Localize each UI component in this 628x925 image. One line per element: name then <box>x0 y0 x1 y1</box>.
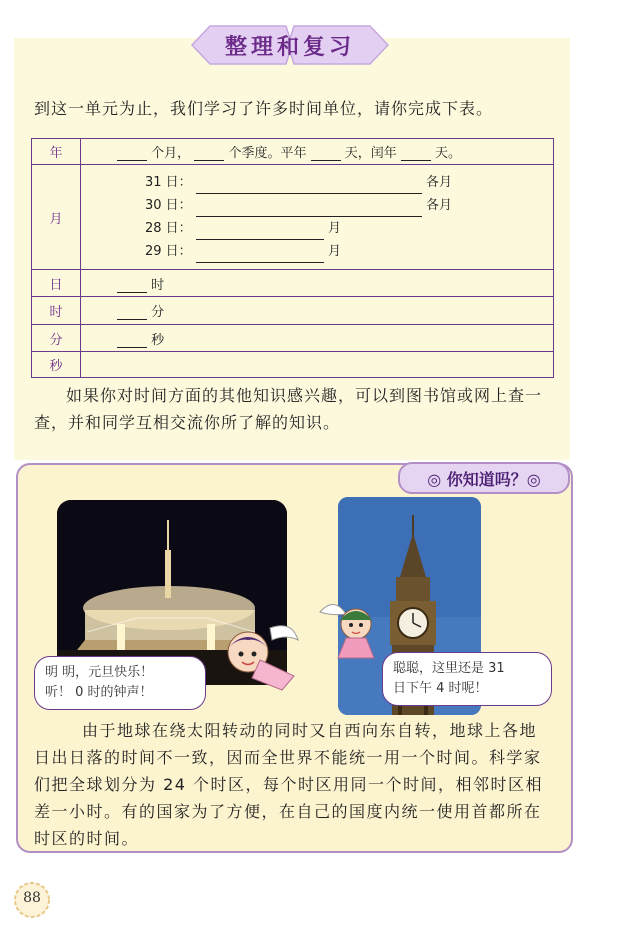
blank-30-day-months[interactable] <box>196 203 422 217</box>
year-cell <box>81 139 554 165</box>
blank-months[interactable] <box>117 147 147 161</box>
table-row-year <box>32 139 554 165</box>
blank-31-day-months[interactable] <box>196 180 422 194</box>
hour-cell <box>81 297 554 325</box>
month-line-30-prefix: 30 日： <box>145 198 192 213</box>
unit-minute: 分 <box>32 325 81 352</box>
blank-quarters[interactable] <box>194 147 224 161</box>
hour-suffix: 分 <box>151 305 165 320</box>
unit-day: 日 <box>32 270 81 297</box>
month-line-30 <box>81 194 553 217</box>
unit-second: 秒 <box>32 352 81 378</box>
day-suffix: 时 <box>151 277 165 293</box>
year-text-1: 个月， <box>151 146 191 161</box>
unit-year: 年 <box>32 139 81 165</box>
second-cell <box>81 352 554 378</box>
year-text-2: 个季度。平年 <box>228 146 307 161</box>
blank-29-day-month[interactable] <box>196 249 324 263</box>
speech-bubble-right <box>382 652 552 706</box>
month-line-28 <box>81 217 553 240</box>
blank-common-year-days[interactable] <box>311 147 341 161</box>
month-line-31-prefix: 31 日： <box>145 175 192 190</box>
page-title: 整理和复习 <box>224 35 355 60</box>
minute-suffix: 秒 <box>151 332 165 348</box>
month-line-28-suffix: 月 <box>327 221 341 236</box>
blank-leap-year-days[interactable] <box>401 147 431 161</box>
month-line-29-prefix: 29 日： <box>145 244 192 259</box>
blank-hour-minutes[interactable] <box>117 306 147 320</box>
did-you-know-label: ◎ 你知道吗？◎ <box>427 470 541 489</box>
blank-day-hours[interactable] <box>117 279 147 293</box>
cartoon-boy-icon <box>212 620 302 700</box>
bubble-right-line-2: 日下午 4 时呢！ <box>393 681 488 696</box>
blank-minute-seconds[interactable] <box>117 334 147 348</box>
paragraph-explore: 如果你对时间方面的其他知识感兴趣，可以到图书馆或网上查一查，并和同学互相交流你所了解的知识。 <box>34 386 543 432</box>
table-row-second <box>32 352 554 378</box>
page-number: 88 <box>23 890 41 906</box>
cartoon-girl-icon <box>316 594 394 664</box>
month-line-30-suffix: 各月 <box>425 198 452 213</box>
day-cell <box>81 270 554 297</box>
month-line-31 <box>81 171 553 194</box>
table-row-month <box>32 165 554 270</box>
minute-cell <box>81 325 554 352</box>
table-row-minute <box>32 325 554 352</box>
month-cell <box>81 165 554 270</box>
unit-month: 月 <box>32 165 81 270</box>
blank-28-day-month[interactable] <box>196 226 324 240</box>
month-line-31-suffix: 各月 <box>425 175 452 190</box>
year-text-3: 天，闰年 <box>344 146 397 161</box>
page-number-badge <box>12 880 52 920</box>
month-line-29 <box>81 240 553 263</box>
month-line-28-prefix: 28 日： <box>145 221 192 236</box>
table-row-day <box>32 270 554 297</box>
time-zone-paragraph: 由于地球在绕太阳转动的同时又自西向东自转，地球上各地日出日落的时间不一致，因而全世界不能统一用一个时间。科学家们把全球划分为 24 个时区，每个时区用同一个时间，相邻时区相差一小时。有的国家为了方便，在自己的国度内统一使用首都所在时区的时间。 <box>34 721 544 848</box>
bubble-right-line-1: 聪聪，这里还是 31 <box>393 661 505 676</box>
year-text-4: 天。 <box>435 146 462 161</box>
did-you-know-tag <box>398 462 570 494</box>
time-units-table <box>31 138 554 378</box>
bubble-left-line-2: 听！ 0 时的钟声！ <box>45 685 153 700</box>
bubble-left-line-1: 明 明，元旦快乐！ <box>45 665 154 680</box>
month-line-29-suffix: 月 <box>327 244 341 259</box>
speech-bubble-left <box>34 656 206 710</box>
title-banner <box>190 24 390 66</box>
intro-text: 到这一单元为止，我们学习了许多时间单位，请你完成下表。 <box>34 99 494 118</box>
table-row-hour <box>32 297 554 325</box>
unit-hour: 时 <box>32 297 81 325</box>
